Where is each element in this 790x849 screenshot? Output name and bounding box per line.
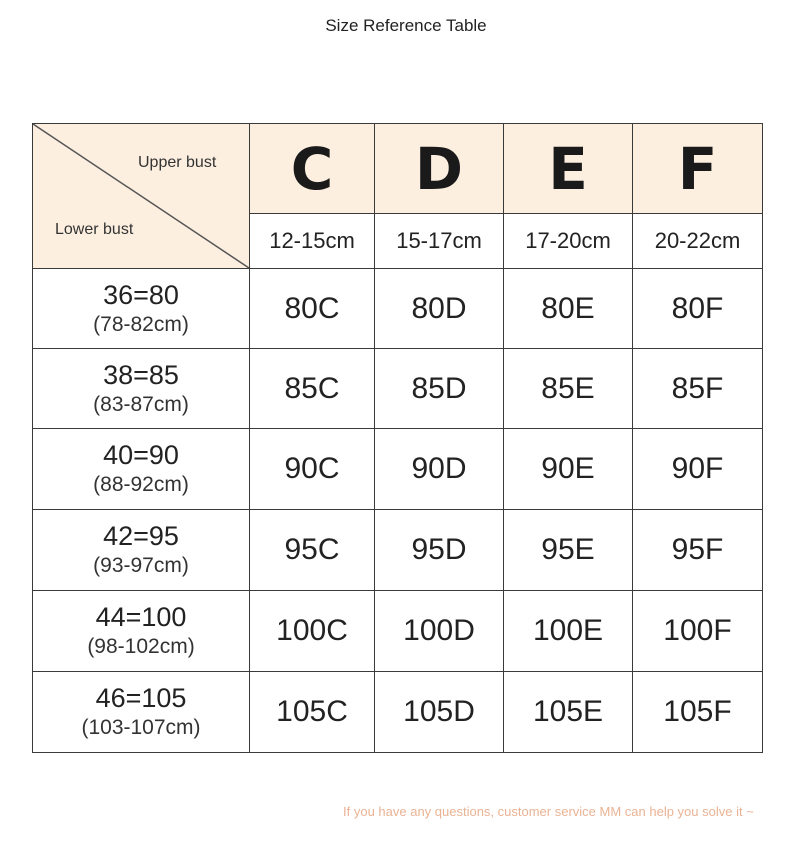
band-range: (93-97cm) [93,554,189,577]
size-cell: 85D [375,349,504,429]
size-cell: 90F [633,429,763,510]
table-row [33,510,763,591]
cup-range-f: 20-22cm [633,214,763,269]
cup-header-f: F [633,124,763,214]
size-cell: 105D [375,672,504,753]
size-cell: 100F [633,591,763,672]
band-range: (78-82cm) [93,312,189,336]
size-cell: 95C [250,510,375,591]
size-cell: 80D [375,269,504,349]
cup-header-c: C [250,124,375,214]
size-reference-table [32,123,763,753]
cup-range-c: 12-15cm [250,214,375,269]
size-cell: 95F [633,510,763,591]
cup-range-d: 15-17cm [375,214,504,269]
size-cell: 95E [504,510,633,591]
band-range: (103-107cm) [81,716,201,739]
upper-bust-label: Upper bust [138,154,217,171]
lower-bust-label: Lower bust [55,221,134,238]
band-range: (98-102cm) [87,635,195,658]
band-size: 44=100 [95,602,187,632]
size-cell: 90C [250,429,375,510]
band-cell [33,429,250,510]
customer-service-note: If you have any questions, customer service MM can help you solve it ~ [343,804,754,819]
size-cell: 95D [375,510,504,591]
band-cell [33,349,250,429]
size-cell: 100E [504,591,633,672]
size-cell: 80C [250,269,375,349]
size-cell: 105E [504,672,633,753]
table-row [33,269,763,349]
size-cell: 80F [633,269,763,349]
size-cell: 90D [375,429,504,510]
size-cell: 90E [504,429,633,510]
band-cell [33,591,250,672]
corner-header-cell [33,124,250,269]
band-cell [33,672,250,753]
band-size: 38=85 [103,359,179,390]
size-cell: 105F [633,672,763,753]
cup-header-d: D [375,124,504,214]
band-cell [33,269,250,349]
band-size: 36=80 [103,279,179,310]
table-row [33,591,763,672]
cup-range-e: 17-20cm [504,214,633,269]
size-cell: 85F [633,349,763,429]
band-range: (88-92cm) [93,473,189,496]
diagonal-divider [33,124,249,268]
band-cell [33,510,250,591]
size-cell: 100C [250,591,375,672]
size-cell: 105C [250,672,375,753]
band-range: (83-87cm) [93,392,189,416]
table-row [33,429,763,510]
cup-header-e: E [504,124,633,214]
table-row [33,349,763,429]
size-cell: 80E [504,269,633,349]
table-row [33,672,763,753]
size-cell: 85C [250,349,375,429]
size-cell: 100D [375,591,504,672]
band-size: 40=90 [103,440,179,470]
band-size: 42=95 [103,521,179,551]
page-title: Size Reference Table [325,16,487,35]
size-cell: 85E [504,349,633,429]
band-size: 46=105 [95,683,187,713]
